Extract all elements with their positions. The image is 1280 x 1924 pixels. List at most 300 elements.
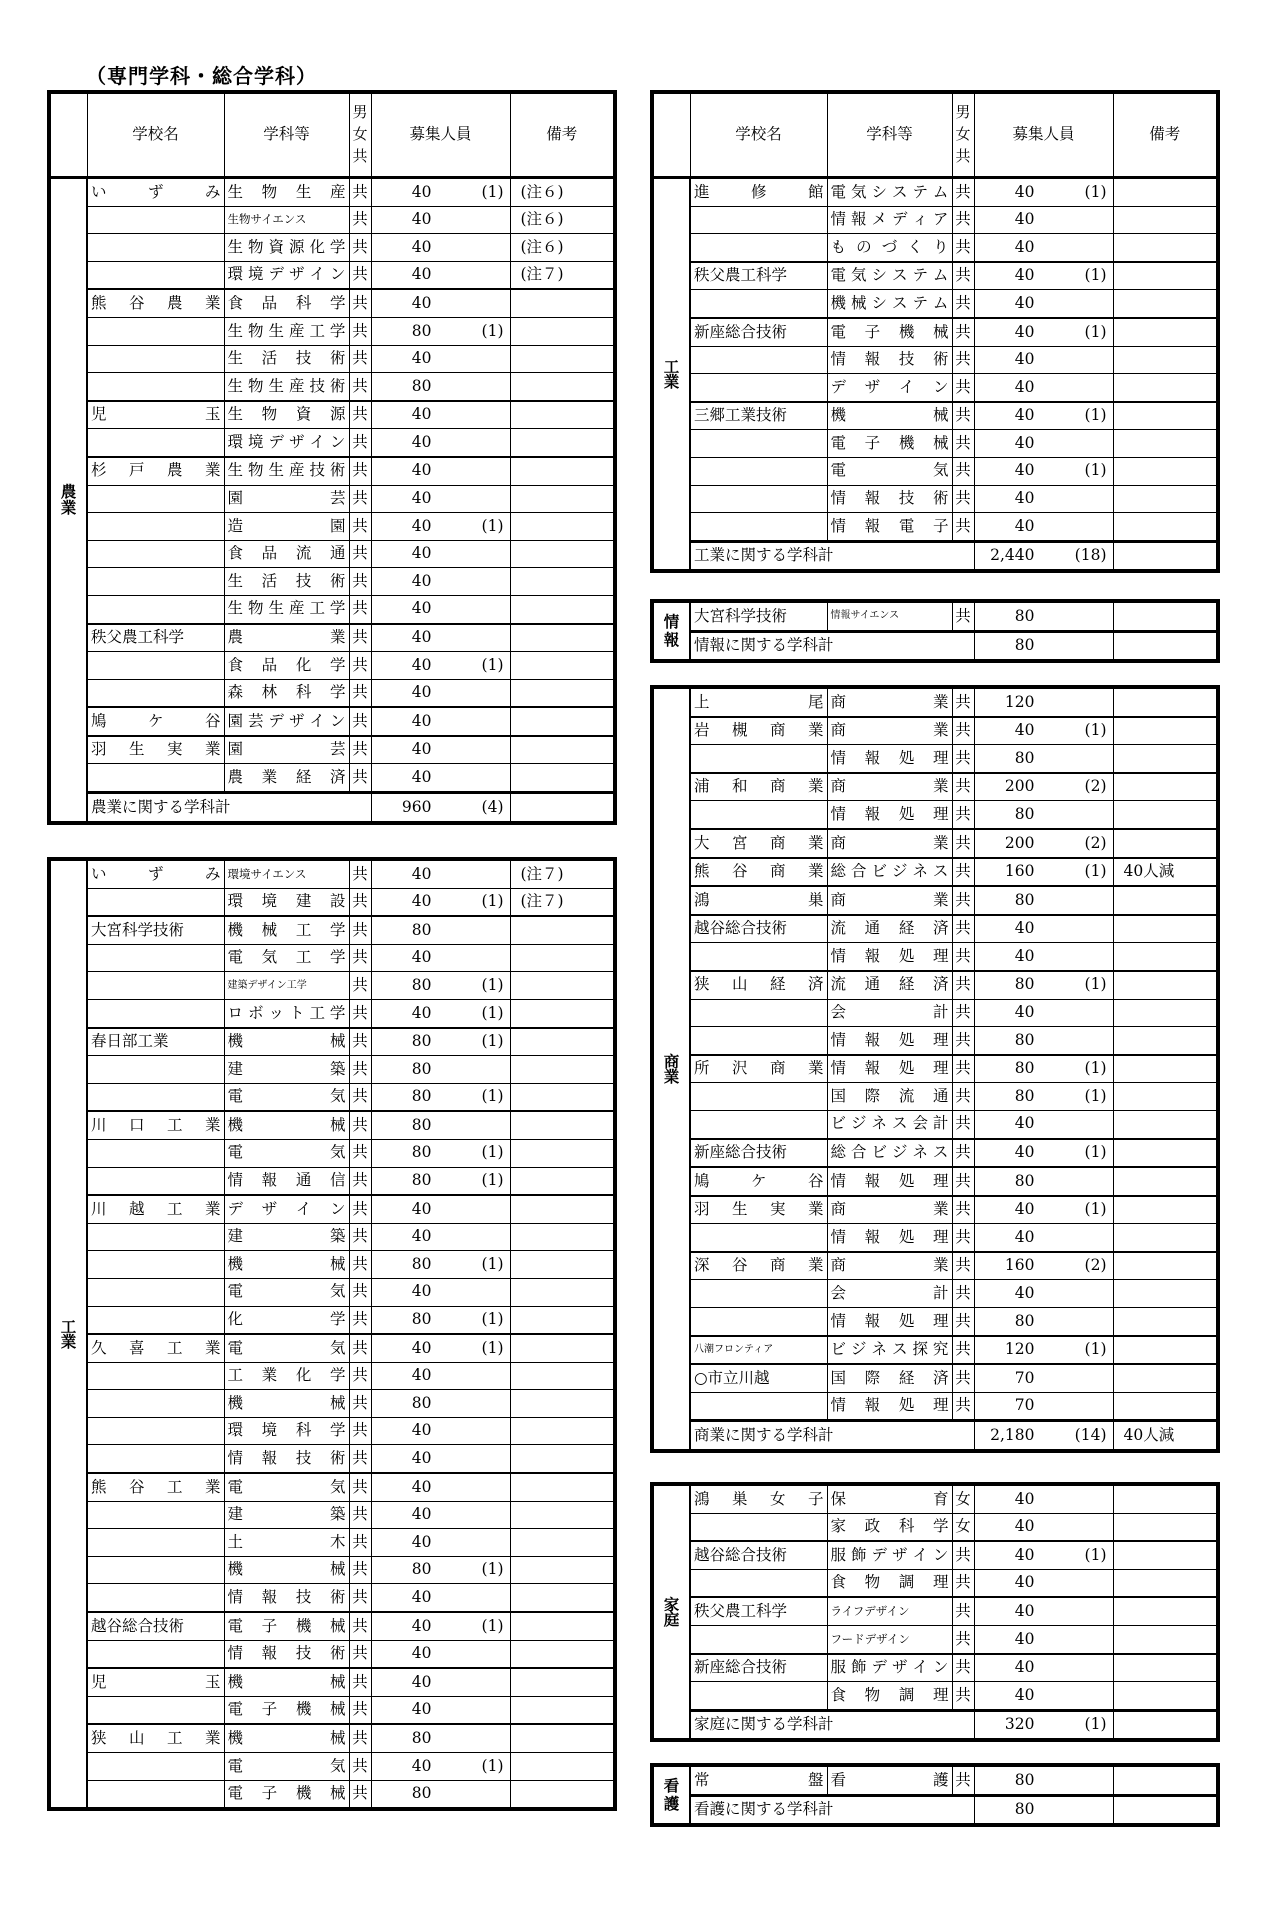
school-name [690,1027,827,1055]
gender-cell: 共 [349,429,371,457]
capacity-number: 40 [411,740,432,759]
nursing-table-block [650,1763,1220,1827]
note-cell [510,429,615,457]
note-cell [1113,1484,1218,1513]
capacity-number: 40 [411,1003,432,1022]
note-cell [510,1083,615,1111]
department-name [827,1513,952,1541]
department-name [827,1252,952,1280]
school-name [690,886,827,915]
school-name [87,234,224,262]
table-row [652,1336,1218,1365]
department-name-text: 機 械 [227,1672,346,1691]
school-name [690,601,827,631]
table-row [49,1529,615,1557]
department-name [224,1753,349,1781]
capacity-number: 200 [1004,777,1035,796]
note-cell [1113,290,1218,318]
capacity-cell [371,1251,510,1279]
capacity-number: 40 [411,1672,432,1691]
table-row [49,1780,615,1809]
gender-cell: 共 [952,1196,974,1224]
gender-cell: 共 [952,402,974,430]
capacity-cell [371,1584,510,1612]
department-name [224,289,349,317]
capacity-number: 40 [1014,1489,1035,1508]
table-row [652,886,1218,915]
note-cell [510,1195,615,1223]
note-cell [510,1584,615,1612]
capacity-number: 40 [1014,1629,1035,1648]
capacity-cell [974,290,1113,318]
department-name-text: 機 械 [227,1560,346,1579]
table-row [652,999,1218,1027]
capacity-cell [371,1167,510,1195]
table-row [49,540,615,568]
header-sex: 男 女 共 [952,92,974,178]
table-row [49,1668,615,1696]
department-name-text: 電 気 シ ス テ ム [830,266,949,285]
department-name [827,346,952,374]
capacity-number: 40 [411,432,432,451]
department-name [224,1417,349,1445]
note-cell [510,1612,615,1640]
school-name [87,1083,224,1111]
capacity-cell [371,1473,510,1501]
department-name-text: 生 物 生 産 技 術 [227,376,346,395]
capacity-number: 40 [411,948,432,967]
school-name [87,540,224,568]
department-name-text: 情 報 技 術 [227,1644,346,1663]
department-name [224,1529,349,1557]
capacity-cell [371,1724,510,1752]
note-cell [1113,1055,1218,1083]
note-cell [510,764,615,793]
note-cell [510,485,615,513]
gender-cell: 共 [952,1308,974,1336]
gender-cell: 共 [349,1028,371,1056]
capacity-number: 40 [1014,461,1035,480]
school-name [690,858,827,887]
total-row [652,1421,1218,1451]
department-name [224,595,349,623]
gender-cell: 共 [349,1584,371,1612]
capacity-paren: (1) [481,892,504,911]
department-name-text: 情 報 メ デ ィ ア [830,210,949,229]
capacity-number: 40 [411,599,432,618]
home-category-label: 家 庭 [652,1484,690,1740]
capacity-number: 80 [1014,804,1035,823]
gender-cell: 共 [349,178,371,207]
capacity-number: 40 [411,1505,432,1524]
table-row [49,457,615,485]
table-row [652,1541,1218,1569]
table-row [652,402,1218,430]
table-row [652,687,1218,717]
school-name [87,736,224,764]
capacity-paren: (1) [1084,461,1107,480]
gender-cell: 共 [952,1682,974,1711]
department-name [827,262,952,290]
ind-category-label: 工 業 [49,859,87,1809]
school-name-text: 児 玉 [91,1672,221,1691]
department-name [827,915,952,943]
school-name [87,261,224,289]
gender-cell: 共 [952,346,974,374]
school-name [690,829,827,858]
capacity-cell [974,999,1113,1027]
gender-cell: 共 [349,764,371,793]
capacity-paren: (1) [1084,975,1107,994]
com-category-label: 商 業 [652,687,690,1451]
school-name [87,1529,224,1557]
table-row [652,1027,1218,1055]
capacity-number: 40 [411,405,432,424]
department-name [224,1668,349,1696]
school-name [690,318,827,346]
department-name [224,261,349,289]
gender-cell: 共 [349,540,371,568]
note-cell [1113,485,1218,513]
department-name [827,858,952,887]
department-name-text: も の づ く り [830,237,949,256]
note-cell [510,1223,615,1251]
school-name-text: 熊 谷 商 業 [694,862,824,881]
capacity-number: 40 [411,1756,432,1775]
table-row [652,1280,1218,1308]
gender-cell: 共 [349,1640,371,1668]
school-name [87,624,224,652]
table-row [49,652,615,680]
capacity-paren: (1) [481,1756,504,1775]
capacity-number: 40 [1014,1200,1035,1219]
department-name-text: 食 物 調 理 [830,1685,949,1704]
capacity-number: 40 [1014,322,1035,341]
table-row [652,858,1218,887]
capacity-cell [371,289,510,317]
total-note [1113,1710,1218,1740]
capacity-number: 40 [411,1282,432,1301]
gender-cell: 共 [952,1541,974,1569]
department-name-text: 造 園 [227,516,346,535]
total-row [652,1795,1218,1825]
department-name-text: 電 気 [227,1477,346,1496]
capacity-paren: (1) [1084,1545,1107,1564]
department-name [224,1056,349,1084]
gender-cell: 共 [349,1139,371,1167]
school-name [690,1280,827,1308]
gender-cell: 共 [952,915,974,943]
note-cell [1113,262,1218,290]
school-name [690,1110,827,1138]
note-cell [1113,1110,1218,1138]
gender-cell: 共 [349,345,371,373]
capacity-cell [371,888,510,916]
table-row [49,1556,615,1584]
capacity-number: 40 [411,1227,432,1246]
capacity-cell [371,1753,510,1781]
department-name [827,1597,952,1625]
table-row [652,1392,1218,1421]
table-row [652,290,1218,318]
table-row [49,972,615,1000]
total-label: 農業に関する学科計 [87,793,371,823]
school-name [690,1139,827,1168]
table-row [652,374,1218,402]
note-cell [510,972,615,1000]
school-name [87,1640,224,1668]
note-cell [510,916,615,944]
capacity-cell [974,1196,1113,1224]
department-name [827,430,952,458]
gender-cell: 共 [349,317,371,345]
school-name [87,1278,224,1306]
school-name [690,1055,827,1083]
gender-cell: 共 [349,595,371,623]
department-name [224,1334,349,1362]
total-row [652,541,1218,571]
gender-cell: 女 [952,1513,974,1541]
school-name-text: 所 沢 商 業 [694,1059,824,1078]
gender-cell: 共 [952,971,974,999]
capacity-number: 40 [411,1449,432,1468]
note-cell [1113,687,1218,717]
capacity-number: 40 [411,711,432,730]
capacity-number: 40 [411,1532,432,1551]
note-cell: 40人減 [1113,858,1218,887]
capacity-cell [974,1224,1113,1252]
department-name [827,1336,952,1365]
department-name [827,943,952,971]
capacity-cell [371,679,510,707]
capacity-number: 40 [411,461,432,480]
school-name [690,1513,827,1541]
school-name-text: 狭 山 経 済 [694,975,824,994]
note-cell [1113,457,1218,485]
ind2-category-label: 工 業 [652,178,690,572]
gender-cell: 共 [349,1167,371,1195]
table-row [49,916,615,944]
department-name-text: 建 築 [227,1059,346,1078]
capacity-paren: (1) [1084,1059,1107,1078]
school-name [87,1028,224,1056]
capacity-cell [371,624,510,652]
department-name-text: 電 子 機 械 [227,1700,346,1719]
school-name [87,1056,224,1084]
school-name [690,457,827,485]
gender-cell: 共 [952,1139,974,1168]
department-name [827,402,952,430]
capacity-number: 40 [411,628,432,647]
capacity-paren: (1) [1084,182,1107,201]
gender-cell: 共 [952,318,974,346]
total-capacity-paren: (1) [1084,1715,1107,1734]
note-cell [1113,1252,1218,1280]
department-name-text: 環 境 建 設 [227,892,346,911]
department-name-text: 化 学 [227,1310,346,1329]
header-sex: 男 女 共 [349,92,371,178]
capacity-cell [974,1654,1113,1682]
department-name [827,1682,952,1711]
capacity-cell [974,773,1113,801]
gender-cell: 共 [349,999,371,1027]
school-name-text: 秩父農工科学 [694,266,788,285]
school-name-text: 川 口 工 業 [91,1115,221,1134]
school-name [690,1364,827,1392]
department-name [827,178,952,207]
school-name [690,745,827,773]
note-cell [510,1111,615,1139]
department-name-text: 森 林 科 学 [227,683,346,702]
total-capacity [974,1795,1113,1825]
note-cell [1113,1392,1218,1421]
department-name [827,687,952,717]
capacity-cell [371,1056,510,1084]
department-name-text: 機 械 [830,406,949,425]
gender-cell: 共 [952,886,974,915]
capacity-cell [371,373,510,401]
note-cell [510,1640,615,1668]
capacity-number: 200 [1004,833,1035,852]
table-row [49,999,615,1027]
note-cell: (注６) [510,178,615,207]
capacity-number: 40 [411,864,432,883]
department-name [827,1308,952,1336]
school-name [690,773,827,801]
department-name [224,1167,349,1195]
header-school: 学校名 [690,92,827,178]
total-capacity [974,631,1113,661]
department-name [224,1278,349,1306]
note-cell [510,345,615,373]
note-cell [510,624,615,652]
note-cell [510,1556,615,1584]
capacity-number: 40 [411,1366,432,1385]
school-name [690,943,827,971]
capacity-cell [371,1306,510,1334]
department-name [827,1027,952,1055]
department-name-text: 情 報 処 理 [830,1227,949,1246]
table-row [49,261,615,289]
school-name [690,1336,827,1365]
note-cell [510,944,615,972]
school-name [690,1167,827,1196]
gender-cell: 共 [349,888,371,916]
capacity-number: 40 [411,293,432,312]
capacity-number: 40 [1014,237,1035,256]
gender-cell: 共 [952,1569,974,1597]
school-name [87,652,224,680]
department-name [224,972,349,1000]
table-row [49,1753,615,1781]
school-name [87,1362,224,1390]
table-row [652,1569,1218,1597]
department-name [827,1280,952,1308]
table-row [652,773,1218,801]
school-name-text: 八潮フロンティア [694,1343,774,1355]
capacity-number: 160 [1004,1256,1035,1275]
department-name-text: 生 物 生 産 工 学 [227,599,346,618]
note-cell [1113,1336,1218,1365]
note-cell [510,1780,615,1809]
header-school: 学校名 [87,92,224,178]
department-name [224,568,349,596]
capacity-paren: (1) [1084,1340,1107,1359]
school-name [87,1417,224,1445]
capacity-cell [371,1028,510,1056]
department-name-text: 情 報 技 術 [830,489,949,508]
department-name-text: ロ ボ ッ ト 工 学 [227,1003,346,1022]
department-name-text: 環 境 科 学 [227,1421,346,1440]
department-name [827,1625,952,1653]
department-name [224,707,349,736]
capacity-number: 40 [1014,293,1035,312]
school-name-text: 熊 谷 農 業 [91,293,221,312]
school-name-text: 杉 戸 農 業 [91,461,221,480]
note-cell [1113,178,1218,207]
department-name-text: ライフデザイン [830,1603,910,1618]
capacity-cell [974,1308,1113,1336]
school-name-text: 児 玉 [91,405,221,424]
table-row [652,513,1218,542]
total-capacity-paren: (18) [1074,546,1107,565]
capacity-number: 80 [1014,606,1035,625]
nurse-category-label: 看 護 [652,1765,690,1825]
school-name [690,513,827,542]
note-cell [510,1724,615,1752]
capacity-paren: (1) [481,1143,504,1162]
gender-cell: 共 [349,1251,371,1279]
capacity-number: 40 [1014,266,1035,285]
note-cell [1113,1682,1218,1711]
department-name [224,1473,349,1501]
gender-cell: 共 [952,290,974,318]
capacity-number: 80 [1014,1059,1035,1078]
department-name-text: 環境サイエンス [227,866,307,881]
capacity-cell [974,829,1113,858]
note-cell [1113,773,1218,801]
total-note [1113,541,1218,571]
note-cell [1113,1654,1218,1682]
capacity-paren: (1) [481,1616,504,1635]
school-name-text: 三郷工業技術 [694,406,788,425]
note-cell [510,1390,615,1418]
department-name [224,999,349,1027]
note-cell [1113,999,1218,1027]
department-name [827,513,952,542]
capacity-paren: (1) [481,1254,504,1273]
department-name [827,829,952,858]
capacity-number: 40 [1014,350,1035,369]
gender-cell: 共 [952,1167,974,1196]
note-cell [510,457,615,485]
capacity-cell [371,1223,510,1251]
capacity-number: 40 [1014,1003,1035,1022]
gender-cell: 共 [952,601,974,631]
capacity-number: 40 [411,1616,432,1635]
total-row [652,631,1218,661]
gender-cell: 共 [349,1753,371,1781]
department-name-text: 商 業 [830,721,949,740]
capacity-cell [974,1392,1113,1421]
department-name-text: 会 計 [830,1003,949,1022]
capacity-paren: (1) [481,1310,504,1329]
capacity-number: 40 [411,1477,432,1496]
capacity-number: 40 [1014,1685,1035,1704]
capacity-number: 40 [1014,377,1035,396]
department-name-text: 情 報 処 理 [830,1396,949,1415]
school-name-text: 羽 生 実 業 [694,1200,824,1219]
